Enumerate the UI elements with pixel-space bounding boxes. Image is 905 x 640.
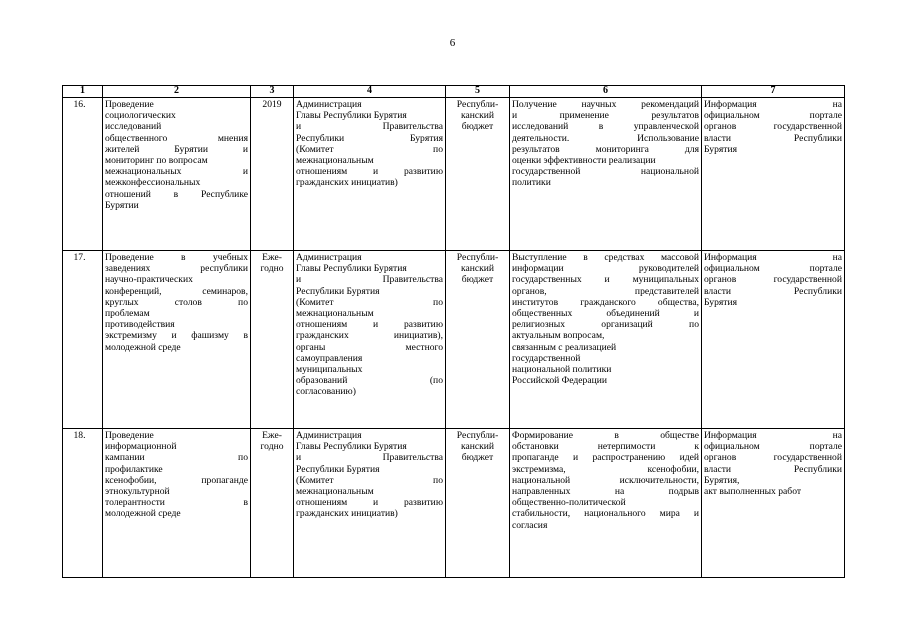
event-text-line: исследований bbox=[105, 121, 162, 133]
result-text-line: органов, представителей bbox=[512, 285, 699, 297]
indicator-text-line: Бурятия bbox=[704, 296, 738, 308]
term-cell bbox=[251, 98, 294, 251]
source-text-line: бюджет bbox=[461, 121, 494, 133]
term-cell bbox=[251, 429, 294, 578]
result-text-line: Выступление в средствах массовой bbox=[512, 252, 699, 263]
term-text-line: Еже- bbox=[262, 430, 282, 441]
event-text-line: кампании по bbox=[105, 452, 248, 464]
executor-text-line: и Правительства bbox=[296, 452, 443, 464]
term-text-line: 2019 bbox=[262, 99, 282, 110]
executor-text-line: Администрация bbox=[296, 99, 362, 110]
result-text-line: политики bbox=[512, 177, 551, 189]
executor-cell bbox=[294, 251, 446, 429]
result-text-line: государственной национальной bbox=[512, 166, 699, 178]
result-text-line: связанным с реализацией bbox=[512, 341, 617, 353]
result-text-line: результатов мониторинга для bbox=[512, 143, 699, 155]
event-text-line: молодежной среде bbox=[105, 508, 181, 520]
executor-text-line: Главы Республики Бурятия bbox=[296, 110, 407, 122]
source-text-line: канский bbox=[460, 441, 495, 453]
result-text-line: Формирование в обществе bbox=[512, 430, 699, 441]
executor-text-line: согласованию) bbox=[296, 386, 356, 398]
event-text-line: молодежной среде bbox=[105, 341, 181, 353]
result-text-line: обстановки нетерпимости к bbox=[512, 441, 699, 453]
source-text-line: бюджет bbox=[461, 274, 494, 286]
indicator-text-line: органов государственной bbox=[704, 452, 842, 464]
executor-text-line: Республики Бурятия bbox=[296, 132, 443, 144]
event-text-line: социологических bbox=[105, 110, 176, 122]
event-text-line: информационной bbox=[105, 441, 177, 453]
column-header: 1 bbox=[63, 86, 103, 98]
table-row bbox=[63, 98, 845, 251]
executor-cell bbox=[294, 429, 446, 578]
result-cell bbox=[510, 98, 702, 251]
term-text-line: Еже- bbox=[262, 252, 282, 263]
event-text-line: круглых столов по bbox=[105, 296, 248, 308]
term-text-line: годно bbox=[260, 263, 284, 275]
result-text-line: государственных и муниципальных bbox=[512, 274, 699, 286]
executor-text-line: органы местного bbox=[296, 341, 443, 353]
event-text-line: проблемам bbox=[105, 308, 150, 320]
result-text-line: стабильности, национального мира и bbox=[512, 508, 699, 520]
source-text-line: канский bbox=[460, 110, 495, 122]
indicator-text-line: власти Республики bbox=[704, 285, 842, 297]
event-text-line: противодействия bbox=[105, 319, 175, 331]
table-row bbox=[63, 251, 845, 429]
column-header: 5 bbox=[446, 86, 510, 98]
executor-text-line: гражданских инициатив), bbox=[296, 330, 443, 342]
result-text-line: экстремизма, ксенофобии, bbox=[512, 463, 699, 475]
event-text-line: заведениях республики bbox=[105, 263, 248, 275]
column-header: 7 bbox=[702, 86, 845, 98]
result-cell bbox=[510, 429, 702, 578]
executor-text-line: Главы Республики Бурятия bbox=[296, 441, 407, 453]
event-text-line: этнокультурной bbox=[105, 486, 170, 498]
event-text-line: ксенофобии, пропаганде bbox=[105, 474, 248, 486]
column-header: 4 bbox=[294, 86, 446, 98]
indicator-text-line: официальном портале bbox=[704, 441, 842, 453]
event-text-line: экстремизму и фашизму в bbox=[105, 330, 248, 342]
indicator-text-line: официальном портале bbox=[704, 263, 842, 275]
executor-text-line: самоуправления bbox=[296, 352, 363, 364]
source-text-line: бюджет bbox=[461, 452, 494, 464]
executor-cell bbox=[294, 98, 446, 251]
row-number: 18. bbox=[63, 429, 103, 578]
header-row bbox=[63, 86, 845, 98]
event-text-line: научно-практических bbox=[105, 274, 193, 286]
source-text-line: Республи- bbox=[456, 252, 499, 263]
event-text-line: межконфессиональных bbox=[105, 177, 201, 189]
result-text-line: и применение результатов bbox=[512, 110, 699, 122]
event-text-line: Проведение bbox=[105, 430, 154, 441]
result-cell bbox=[510, 251, 702, 429]
event-text-line: Проведение в учебных bbox=[105, 252, 248, 263]
source-cell bbox=[446, 98, 510, 251]
executor-text-line: Республики Бурятия bbox=[296, 463, 380, 475]
indicator-cell bbox=[702, 251, 845, 429]
indicator-text-line: акт выполненных работ bbox=[704, 486, 802, 498]
event-text-line: межнациональных и bbox=[105, 166, 248, 178]
executor-text-line: гражданских инициатив) bbox=[296, 508, 398, 520]
column-header: 6 bbox=[510, 86, 702, 98]
result-text-line: национальной исключительности, bbox=[512, 474, 699, 486]
result-text-line: религиозных организаций по bbox=[512, 319, 699, 331]
column-header: 3 bbox=[251, 86, 294, 98]
source-text-line: Республи- bbox=[456, 430, 499, 441]
result-text-line: актуальным вопросам, bbox=[512, 330, 605, 342]
executor-text-line: Республики Бурятия bbox=[296, 285, 380, 297]
result-text-line: информации руководителей bbox=[512, 263, 699, 275]
event-text-line: жителей Бурятии и bbox=[105, 143, 248, 155]
indicator-text-line: Информация на bbox=[704, 430, 842, 441]
result-text-line: Получение научных рекомендаций bbox=[512, 99, 699, 110]
indicator-text-line: Информация на bbox=[704, 252, 842, 263]
result-text-line: национальной политики bbox=[512, 364, 612, 376]
source-text-line: канский bbox=[460, 263, 495, 275]
executor-text-line: Администрация bbox=[296, 430, 362, 441]
result-text-line: исследований в управленческой bbox=[512, 121, 699, 133]
indicator-cell bbox=[702, 429, 845, 578]
result-text-line: общественных объединений и bbox=[512, 308, 699, 320]
result-text-line: оценки эффективности реализации bbox=[512, 155, 656, 167]
indicator-text-line: власти Республики bbox=[704, 132, 842, 144]
indicator-text-line: Бурятия, bbox=[704, 474, 740, 486]
event-text-line: общественного мнения bbox=[105, 132, 248, 144]
table-row bbox=[63, 429, 845, 578]
result-text-line: пропаганде и распространению идей bbox=[512, 452, 699, 464]
result-text-line: согласия bbox=[512, 519, 548, 531]
indicator-text-line: власти Республики bbox=[704, 463, 842, 475]
event-text-line: Проведение bbox=[105, 99, 154, 110]
source-cell bbox=[446, 251, 510, 429]
event-cell bbox=[103, 429, 251, 578]
executor-text-line: межнациональным bbox=[296, 308, 374, 320]
event-text-line: мониторинг по вопросам bbox=[105, 155, 208, 167]
source-text-line: Республи- bbox=[456, 99, 499, 110]
column-header: 2 bbox=[103, 86, 251, 98]
event-text-line: толерантности в bbox=[105, 497, 248, 509]
executor-text-line: отношениям и развитию bbox=[296, 497, 443, 509]
event-text-line: отношений в Республике bbox=[105, 188, 248, 200]
executor-text-line: (Комитет по bbox=[296, 143, 443, 155]
executor-text-line: (Комитет по bbox=[296, 474, 443, 486]
executor-text-line: муниципальных bbox=[296, 364, 363, 376]
indicator-text-line: органов государственной bbox=[704, 274, 842, 286]
page-number: 6 bbox=[449, 37, 456, 49]
executor-text-line: отношениям и развитию bbox=[296, 166, 443, 178]
indicator-text-line: официальном портале bbox=[704, 110, 842, 122]
result-text-line: Российской Федерации bbox=[512, 375, 607, 387]
source-cell bbox=[446, 429, 510, 578]
indicator-text-line: Информация на bbox=[704, 99, 842, 110]
action-plan-table bbox=[62, 85, 845, 578]
executor-text-line: отношениям и развитию bbox=[296, 319, 443, 331]
result-text-line: направленных на подрыв bbox=[512, 486, 699, 498]
row-number: 16. bbox=[63, 98, 103, 251]
row-number: 17. bbox=[63, 251, 103, 429]
term-cell bbox=[251, 251, 294, 429]
event-text-line: профилактике bbox=[105, 463, 163, 475]
executor-text-line: Администрация bbox=[296, 252, 362, 263]
result-text-line: деятельности. Использование bbox=[512, 132, 699, 144]
executor-text-line: межнациональным bbox=[296, 486, 374, 498]
executor-text-line: образований (по bbox=[296, 375, 443, 387]
event-text-line: конференций, семинаров, bbox=[105, 285, 248, 297]
executor-text-line: (Комитет по bbox=[296, 296, 443, 308]
executor-text-line: межнациональным bbox=[296, 155, 374, 167]
executor-text-line: и Правительства bbox=[296, 121, 443, 133]
indicator-text-line: органов государственной bbox=[704, 121, 842, 133]
term-text-line: годно bbox=[260, 441, 284, 453]
executor-text-line: Главы Республики Бурятия bbox=[296, 263, 407, 275]
result-text-line: общественно-политической bbox=[512, 497, 626, 509]
event-text-line: Бурятии bbox=[105, 199, 139, 211]
event-cell bbox=[103, 98, 251, 251]
executor-text-line: гражданских инициатив) bbox=[296, 177, 398, 189]
result-text-line: институтов гражданского общества, bbox=[512, 296, 699, 308]
indicator-text-line: Бурятия bbox=[704, 143, 738, 155]
event-cell bbox=[103, 251, 251, 429]
result-text-line: государственной bbox=[512, 352, 581, 364]
executor-text-line: и Правительства bbox=[296, 274, 443, 286]
indicator-cell bbox=[702, 98, 845, 251]
